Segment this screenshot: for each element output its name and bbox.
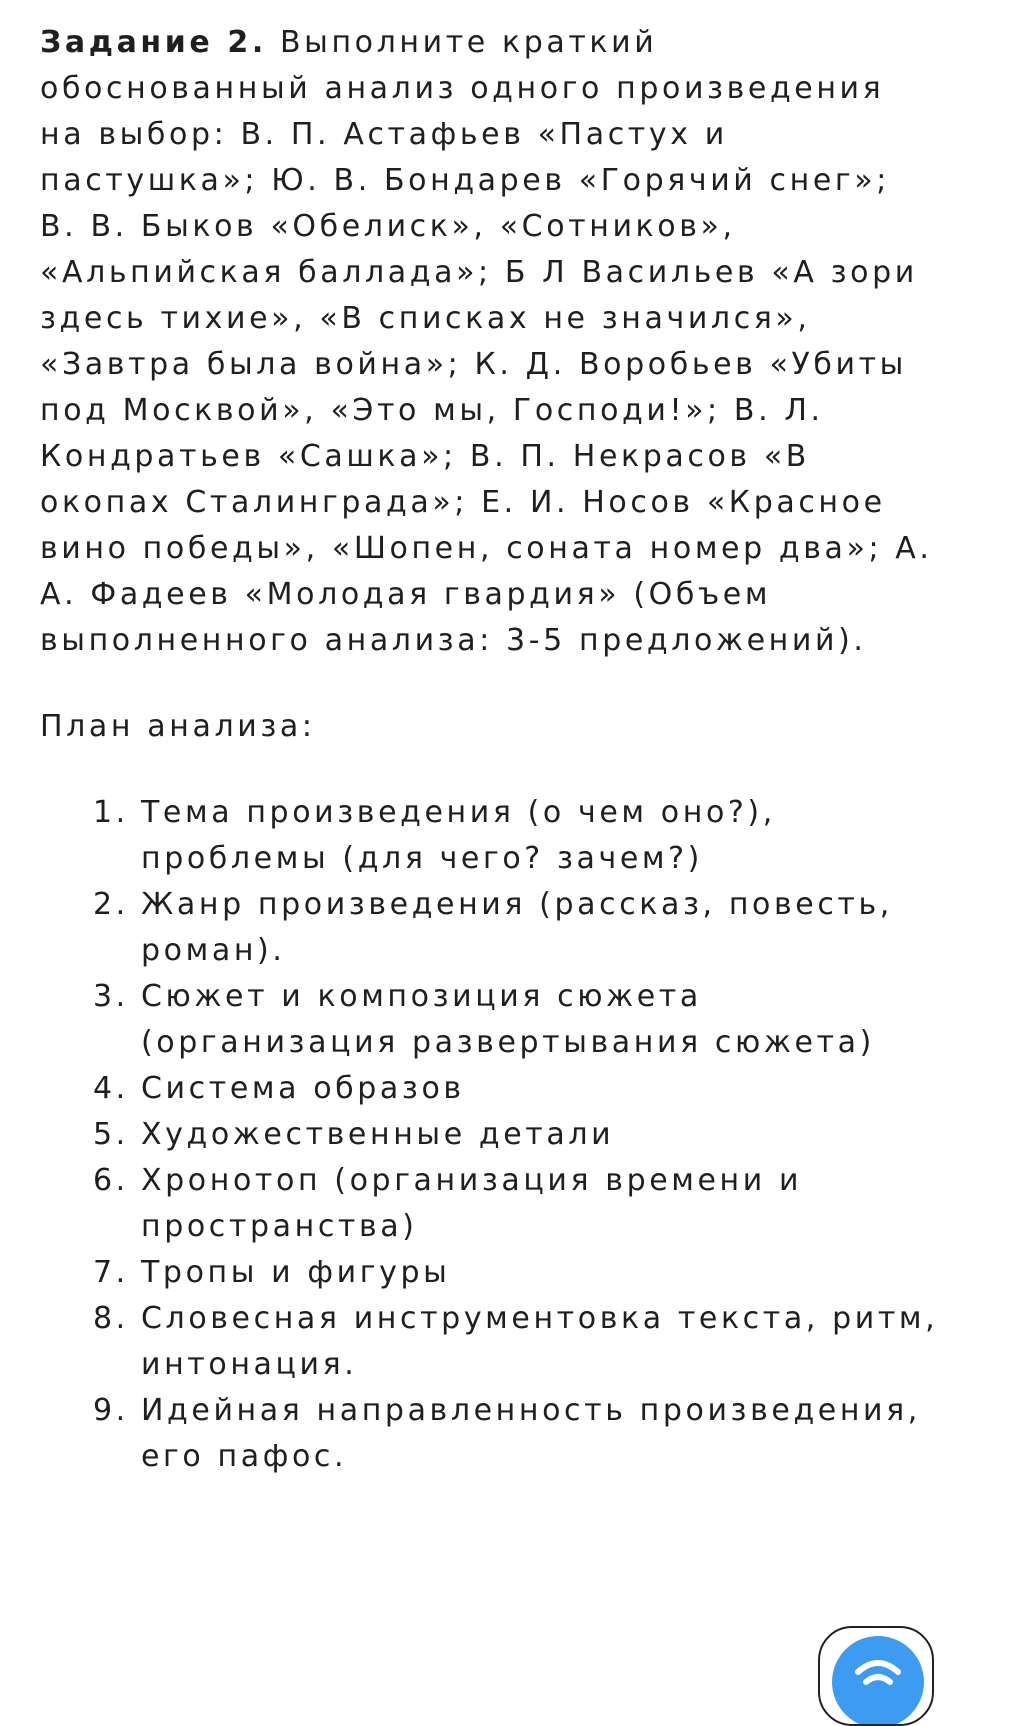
plan-item-text: Жанр произведения (рассказ, повесть, роман).: [141, 887, 893, 968]
plan-item: [40, 1066, 940, 1112]
plan-item-number: 7.: [93, 1255, 129, 1290]
document-content: [40, 20, 940, 1480]
plan-item-text: Система образов: [141, 1071, 465, 1106]
plan-item: [40, 882, 940, 974]
plan-item-text: Художественные детали: [141, 1117, 615, 1152]
plan-item: [40, 1388, 940, 1480]
plan-item: [40, 1250, 940, 1296]
plan-item: [40, 1296, 940, 1388]
plan-item-text: Сюжет и композиция сюжета (организация развертывания сюжета): [141, 979, 875, 1060]
plan-heading: План анализа:: [40, 709, 316, 744]
plan-item-number: 1.: [93, 795, 129, 830]
plan-item-text: Тема произведения (о чем оно?), проблемы (для чего? зачем?): [141, 795, 776, 876]
plan-item-number: 5.: [93, 1117, 129, 1152]
plan-item-text: Идейная направленность произведения, его пафос.: [141, 1393, 921, 1474]
task-paragraph: [40, 20, 940, 664]
plan-item: [40, 1112, 940, 1158]
plan-item-text: Словесная инструментовка текста, ритм, интонация.: [141, 1301, 939, 1382]
plan-item-number: 8.: [93, 1301, 129, 1336]
floating-action-button[interactable]: [818, 1626, 934, 1726]
plan-item: [40, 974, 940, 1066]
plan-item-number: 6.: [93, 1163, 129, 1198]
plan-item: [40, 790, 940, 882]
plan-list: [40, 790, 940, 1480]
plan-item-number: 2.: [93, 887, 129, 922]
task-text: Выполните краткий обоснованный анализ одного произведения на выбор: В. П. Астафьев «Пастух и пастушка»; Ю. В. Бондарев «Горячий снег»; В. В. Быков «Обелиск», «Сотников», «Альпийская баллада»; Б Л Васильев «А зори здесь тихие», «В списках не значился», «Завтра была война»; К. Д. Воробьев «Убиты под Москвой», «Это мы, Господи!»; В. Л. Кондратьев «Сашка»; В. П. Некрасов «В окопах Сталинграда»; Е. И. Носов «Красное вино победы», «Шопен, соната номер два»; А. А. Фадеев «Молодая гвардия» (Объем выполненного анализа: 3-5 предложений).: [40, 25, 933, 658]
plan-item-text: Хронотоп (организация времени и пространства): [141, 1163, 803, 1244]
task-label: Задание 2.: [40, 25, 267, 60]
chat-bubble-icon: [820, 1628, 934, 1726]
plan-item-number: 3.: [93, 979, 129, 1014]
plan-item-text: Тропы и фигуры: [141, 1255, 451, 1290]
plan-item-number: 9.: [93, 1393, 129, 1428]
plan-item: [40, 1158, 940, 1250]
plan-item-number: 4.: [93, 1071, 129, 1106]
